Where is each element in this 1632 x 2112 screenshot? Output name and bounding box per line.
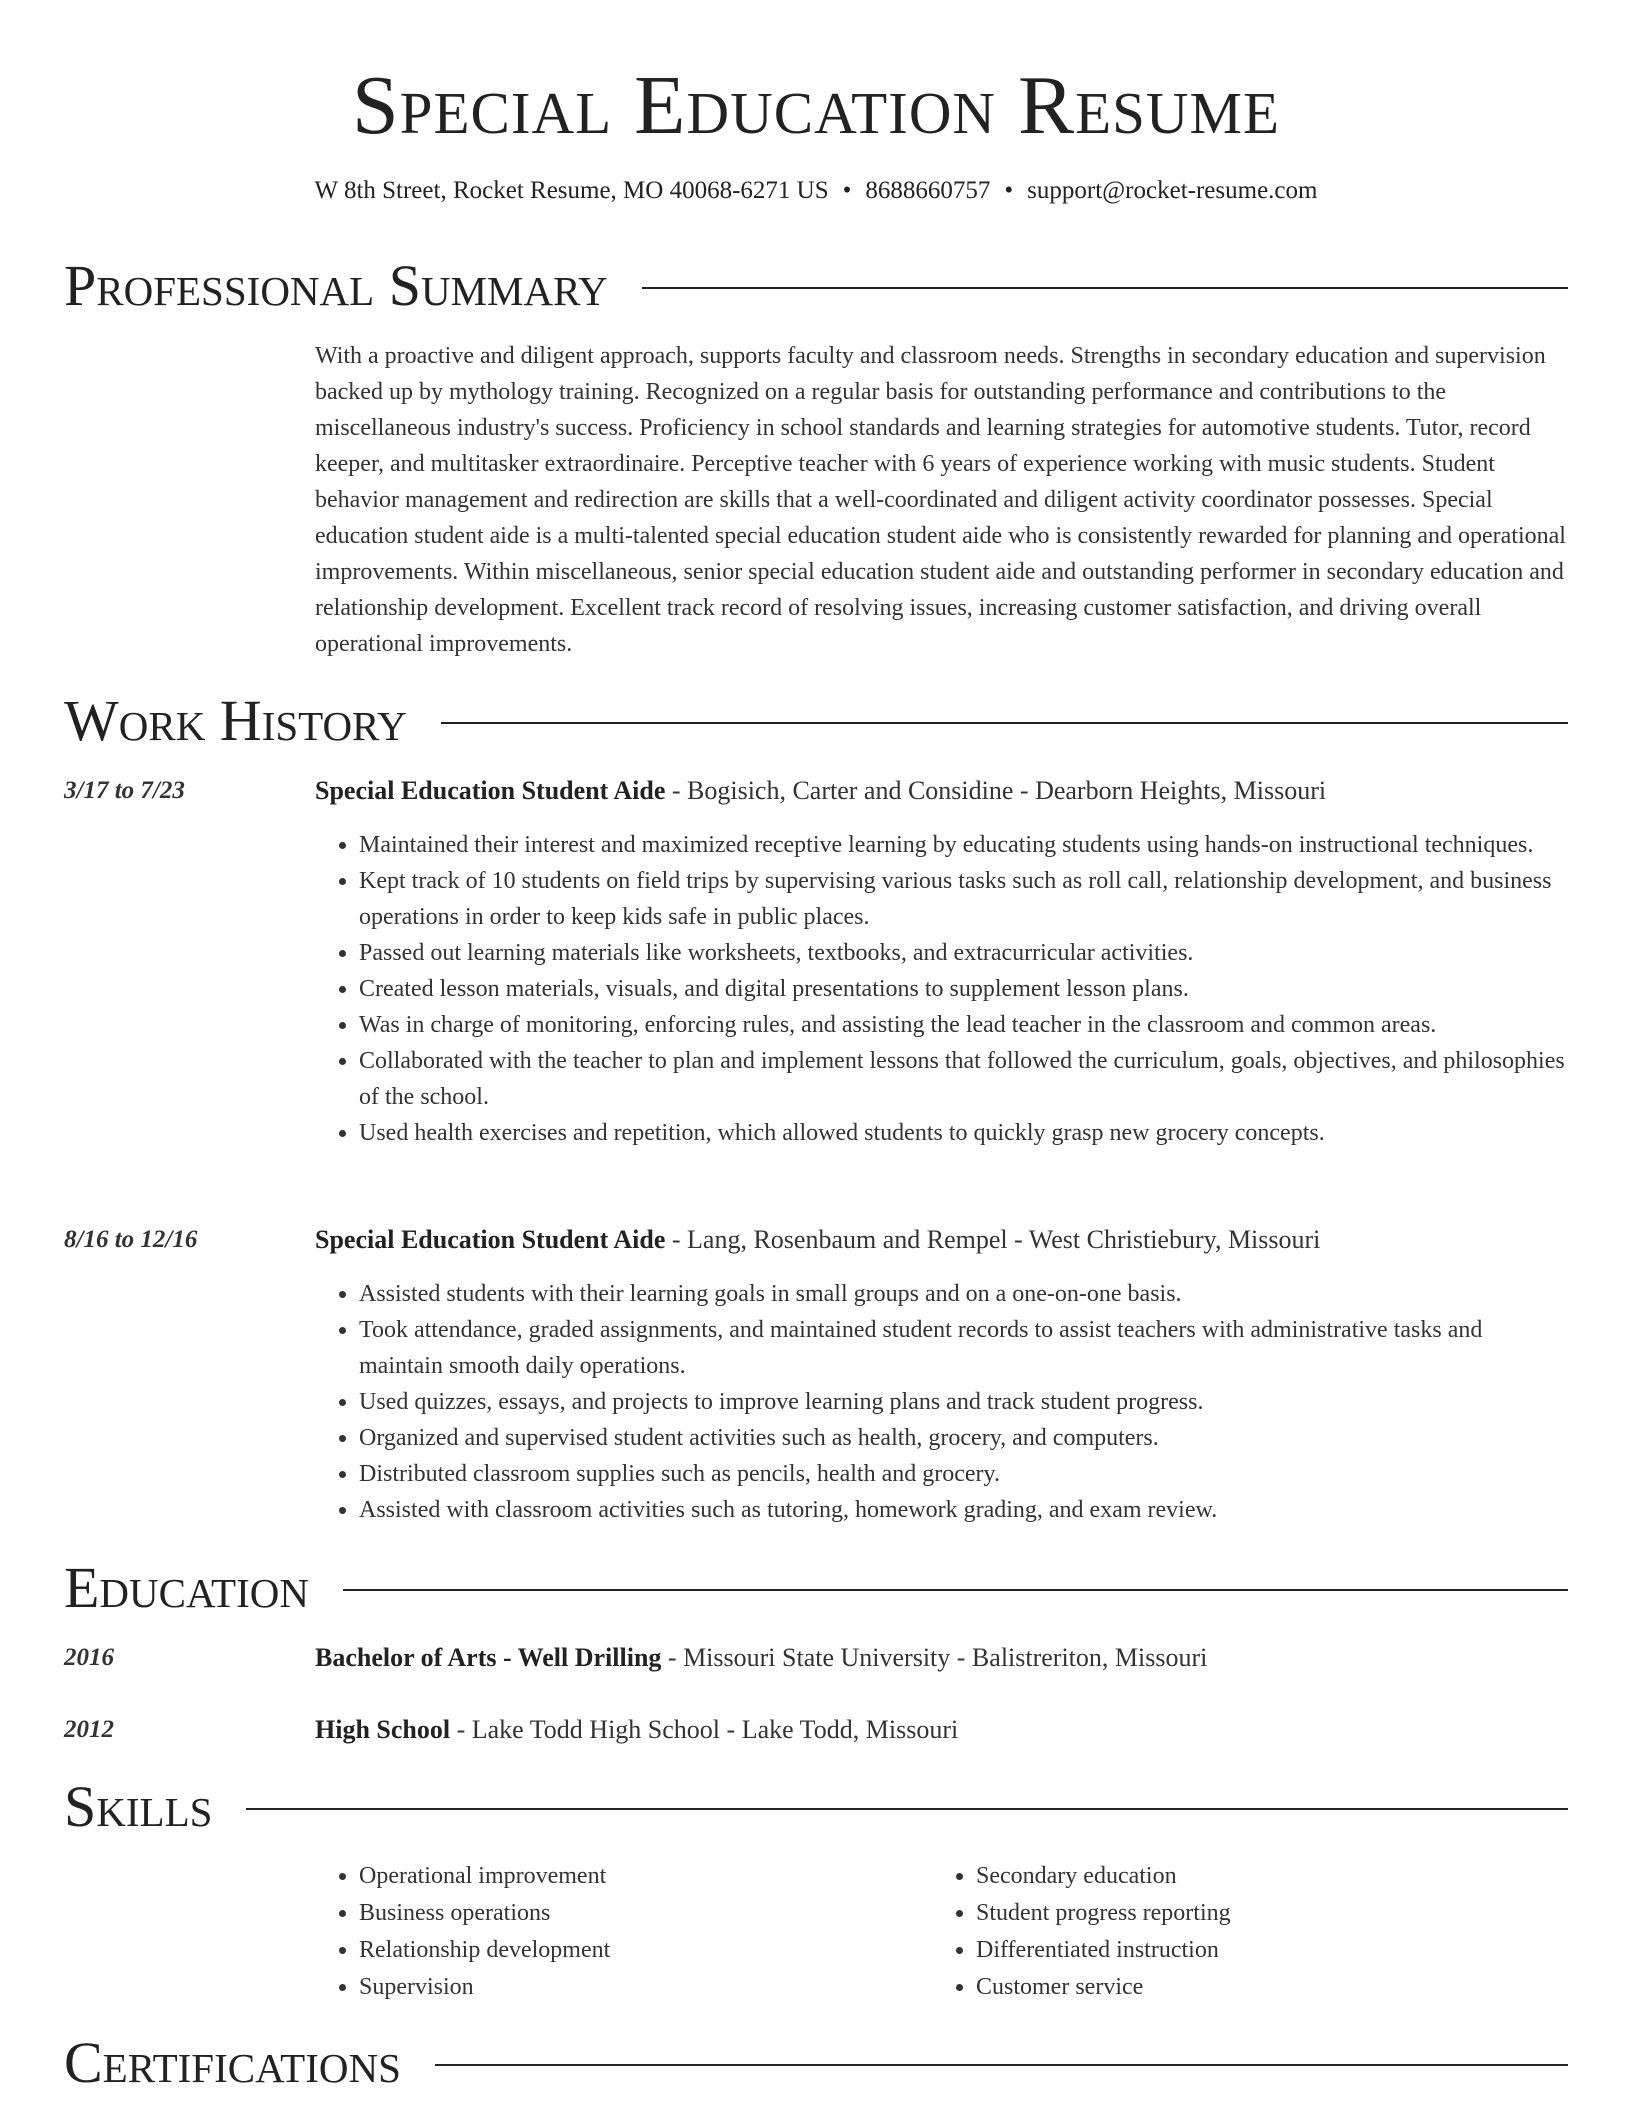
section-divider	[642, 287, 1568, 289]
list-item: • Created lesson materials, visuals, and digital presentations to supplement lesson plans.	[359, 971, 1570, 1007]
skill-item: • Relationship development	[359, 1932, 915, 1969]
skill-item: • Operational improvement	[359, 1858, 915, 1895]
skill-item: • Supervision	[359, 1969, 915, 2006]
list-item: • Passed out learning materials like worksheets, textbooks, and extracurricular activities.	[359, 935, 1570, 971]
job-bullets	[315, 1276, 1570, 1528]
skill-item: • Student progress reporting	[976, 1895, 1552, 1932]
list-item: • Used quizzes, essays, and projects to improve learning plans and track student progress.	[359, 1384, 1570, 1420]
contact-address: W 8th Street, Rocket Resume, MO 40068-6271 US	[314, 177, 829, 204]
education-details: - Lake Todd High School - Lake Todd, Missouri	[450, 1715, 959, 1744]
skill-item: • Customer service	[976, 1969, 1552, 2006]
list-item: • Took attendance, graded assignments, and maintained student records to assist teachers with administrative tasks and maintain smooth daily operations.	[359, 1312, 1570, 1384]
job-role: Special Education Student Aide	[315, 1225, 666, 1254]
section-heading-skills	[64, 1774, 1568, 1839]
contact-separator: •	[1004, 177, 1014, 204]
page-title: Special Education Resume	[351, 59, 1281, 152]
education-year: 2012	[64, 1716, 114, 1743]
skill-item: • Secondary education	[976, 1858, 1552, 1895]
education-line	[315, 1712, 1570, 1748]
list-item: • Kept track of 10 students on field trips by supervising various tasks such as roll call, relationship development, and business operations in order to keep kids safe in public places.	[359, 863, 1570, 935]
section-title: Work History	[64, 688, 407, 753]
job-details: - Bogisich, Carter and Considine - Dearborn Heights, Missouri	[665, 776, 1327, 805]
section-title: Professional Summary	[64, 253, 608, 318]
section-title: Certifications	[64, 2030, 401, 2095]
skills-list-right	[932, 1858, 1552, 2006]
list-item: • Used health exercises and repetition, which allowed students to quickly grasp new grocery concepts.	[359, 1115, 1570, 1151]
summary-text: With a proactive and diligent approach, supports faculty and classroom needs. Strengths in secondary education and supervision backed up by mythology training. Recognized on a regular basis for outstanding performance and contributions to the miscellaneous industry's success. Proficiency in school standards and learning strategies for automotive students. Tutor, record keeper, and multitasker extraordinaire. Perceptive teacher with 6 years of experience working with music students. Student behavior management and redirection are skills that a well-coordinated and diligent activity coordinator possesses. Special education student aide is a multi-talented special education student aide who is consistently rewarded for planning and operational improvements. Within miscellaneous, senior special education student aide and outstanding performer in secondary education and relationship development. Excellent track record of resolving issues, increasing customer satisfaction, and driving overall operational improvements.	[315, 343, 1566, 657]
section-divider	[246, 1808, 1568, 1810]
list-item: • Assisted with classroom activities such as tutoring, homework grading, and exam review.	[359, 1492, 1570, 1528]
list-item: • Distributed classroom supplies such as pencils, health and grocery.	[359, 1456, 1570, 1492]
section-heading-education	[64, 1555, 1568, 1620]
list-item: • Collaborated with the teacher to plan and implement lessons that followed the curriculum, goals, objectives, and philosophies of the school.	[359, 1043, 1570, 1115]
section-title: Education	[64, 1555, 309, 1620]
section-heading-work-history	[64, 688, 1568, 753]
contact-line	[0, 176, 1632, 206]
job-details: - Lang, Rosenbaum and Rempel - West Christiebury, Missouri	[665, 1225, 1321, 1254]
job-bullets	[315, 827, 1570, 1151]
section-divider	[435, 2064, 1568, 2066]
section-divider	[343, 1589, 1568, 1591]
section-heading-summary	[64, 253, 1568, 318]
list-item: • Organized and supervised student activities such as health, grocery, and computers.	[359, 1420, 1570, 1456]
contact-email[interactable]: support@rocket-resume.com	[1027, 177, 1318, 204]
contact-phone: 8688660757	[865, 177, 991, 204]
list-item: • Assisted students with their learning goals in small groups and on a one-on-one basis.	[359, 1276, 1570, 1312]
list-item: • Was in charge of monitoring, enforcing rules, and assisting the lead teacher in the classroom and common areas.	[359, 1007, 1570, 1043]
job-dates: 3/17 to 7/23	[64, 777, 185, 804]
education-line	[315, 1640, 1570, 1676]
job-title-line	[315, 1222, 1570, 1258]
contact-separator: •	[842, 177, 852, 204]
section-title: Skills	[64, 1774, 213, 1839]
education-degree: High School	[315, 1715, 451, 1744]
education-details: - Missouri State University - Balistreriton, Missouri	[661, 1643, 1208, 1672]
education-year: 2016	[64, 1644, 114, 1671]
education-degree: Bachelor of Arts - Well Drilling	[315, 1643, 662, 1672]
skill-item: • Differentiated instruction	[976, 1932, 1552, 1969]
section-heading-certifications	[64, 2030, 1568, 2095]
skill-item: • Business operations	[359, 1895, 915, 1932]
job-role: Special Education Student Aide	[315, 776, 666, 805]
section-divider	[441, 722, 1568, 724]
job-dates: 8/16 to 12/16	[64, 1226, 198, 1253]
list-item: • Maintained their interest and maximized receptive learning by educating students using hands-on instructional techniques.	[359, 827, 1570, 863]
skills-list-left	[315, 1858, 915, 2006]
job-title-line	[315, 773, 1570, 809]
